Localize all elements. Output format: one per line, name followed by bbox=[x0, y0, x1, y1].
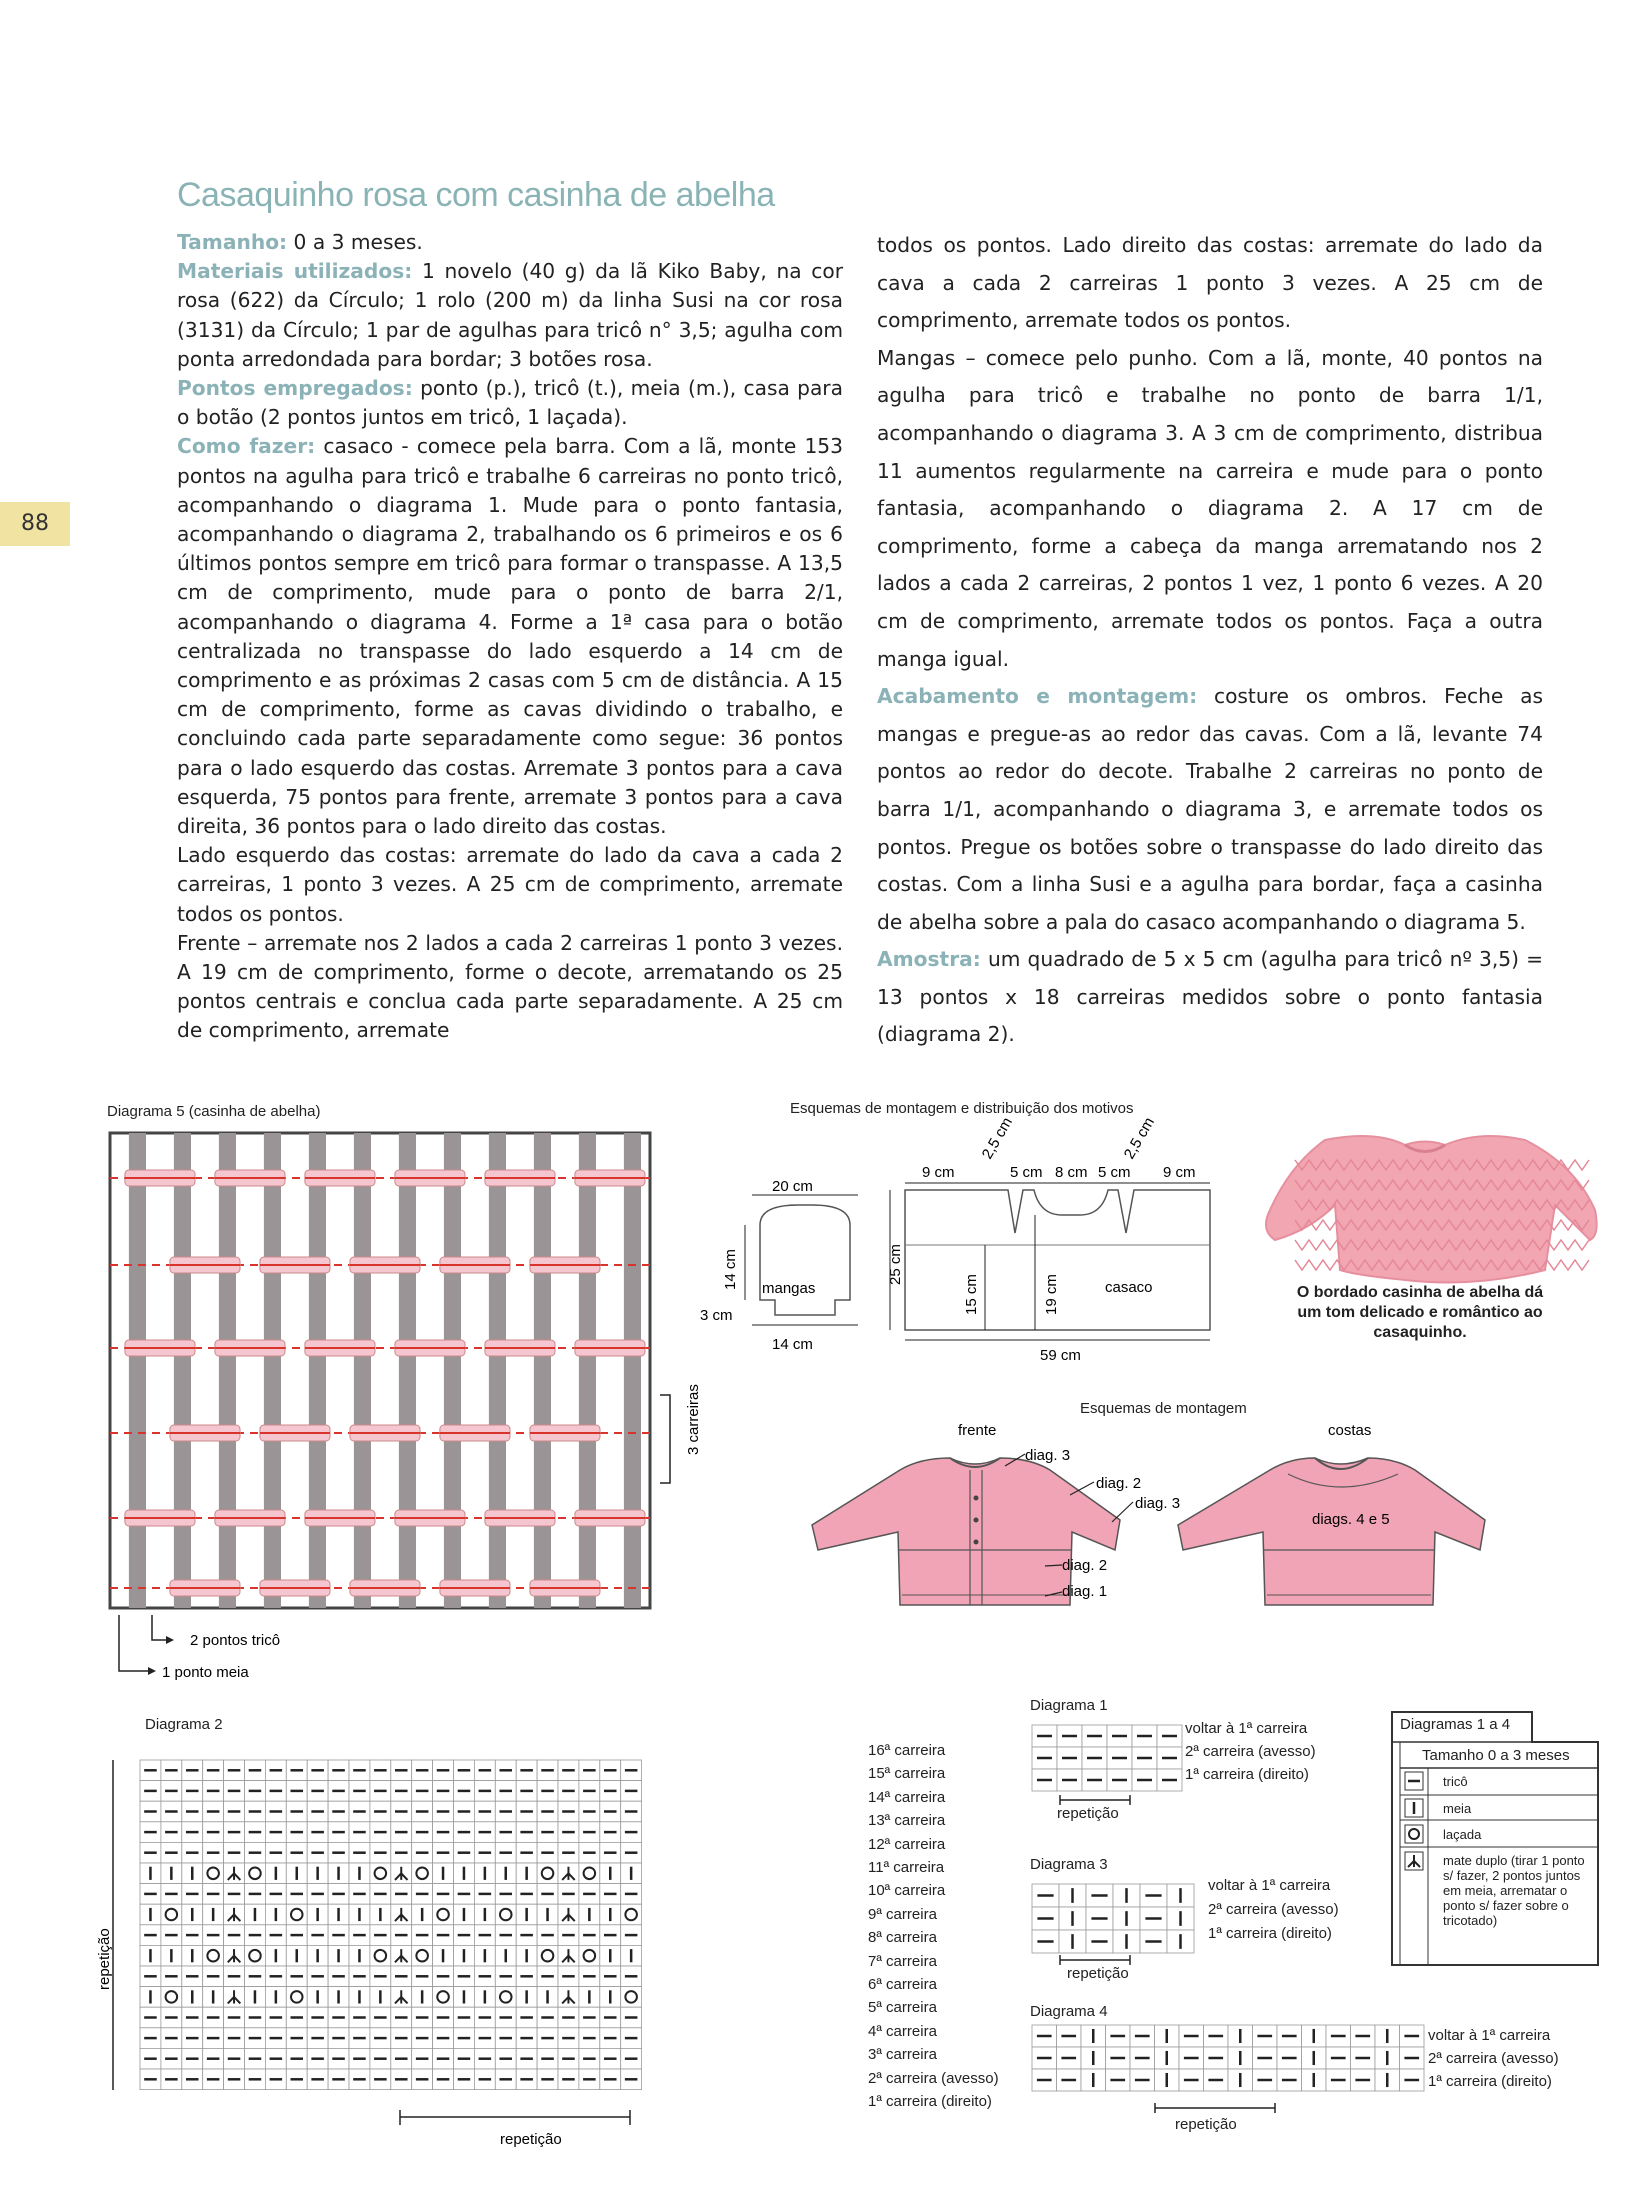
assembly-costas-label: costas bbox=[1328, 1422, 1372, 1439]
amostra-paragraph bbox=[877, 941, 1543, 1054]
como-fazer-text: casaco - comece pela barra. Com a lã, monte 153 pontos na agulha para tricô e trabalhe 6 carreiras no ponto tricô, acompanhando o diagrama 1. Mude para o ponto fantasia, acompanhando o diagrama 2, trabalhando os 6 primeiros e os 6 últimos pontos sempre em tricô para formar o transpasse. A 13,5 cm de comprimento, mude para o ponto de barra 2/1, acompanhando o diagrama 4. Forme a 1ª casa para o botão centralizada no transpasse do lado esquerdo a 14 cm de comprimento e as próximas 2 casas com 5 cm de distância. A 15 cm de comprimento, forme as cavas dividindo o trabalho, e concluindo cada parte separadamente como segue: 36 pontos para o lado esquerdo das costas. Arremate 3 pontos para a cava esquerda, 75 pontos para frente, arremate 3 pontos para a cava direita, 36 pontos para o lado direito das costas. bbox=[177, 434, 843, 839]
chart-cell bbox=[537, 1863, 558, 1884]
chart-cell bbox=[579, 1863, 600, 1884]
legend-lacada: laçada bbox=[1443, 1827, 1482, 1842]
diagram3-row-1: voltar à 1ª carreira bbox=[1208, 1877, 1331, 1894]
purl-column bbox=[489, 1133, 506, 1608]
three-rows-label: 3 carreiras bbox=[685, 1384, 702, 1455]
diagram4-chart bbox=[1030, 2020, 1430, 2130]
assembly-frente-label: frente bbox=[958, 1422, 997, 1439]
diagram1-title: Diagrama 1 bbox=[1030, 1697, 1108, 1714]
purl-column bbox=[354, 1133, 371, 1608]
sleeve-name: mangas bbox=[762, 1280, 816, 1297]
diagram2-row-label: 5ª carreira bbox=[868, 1999, 937, 2017]
one-knit-label: 1 ponto meia bbox=[162, 1664, 249, 1681]
body-name: casaco bbox=[1105, 1279, 1153, 1296]
diagram2-chart bbox=[95, 1735, 875, 2155]
chart-cell bbox=[203, 1945, 224, 1966]
como-fazer-paragraph bbox=[177, 432, 843, 841]
purl-column bbox=[309, 1133, 326, 1608]
body-d5: 5 cm bbox=[1098, 1164, 1131, 1181]
chart-cell bbox=[495, 1904, 516, 1925]
chart-cell bbox=[161, 1987, 182, 2008]
diagram2-row-label: 16ª carreira bbox=[868, 1742, 946, 1759]
pointer-one-knit-arrow bbox=[148, 1667, 156, 1675]
body-d1: 9 cm bbox=[922, 1164, 955, 1181]
materiais-label: Materiais utilizados: bbox=[177, 259, 413, 284]
instructions-left-column bbox=[177, 228, 843, 1046]
chart-cell bbox=[370, 1863, 391, 1884]
diagram2-row-label: 15ª carreira bbox=[868, 1765, 946, 1783]
assembly-drawings bbox=[800, 1410, 1560, 1625]
chart-cell bbox=[245, 1945, 266, 1966]
diagram2-row-label: 13ª carreira bbox=[868, 1812, 946, 1830]
diagram3-title: Diagrama 3 bbox=[1030, 1856, 1108, 1873]
diagram4-row-2: 2ª carreira (avesso) bbox=[1428, 2050, 1559, 2067]
instructions-right-column bbox=[877, 227, 1543, 1054]
purl-column bbox=[444, 1133, 461, 1608]
body-height-label: 25 cm bbox=[887, 1244, 904, 1285]
diagram2-row-label: 1ª carreira (direito) bbox=[868, 2093, 992, 2110]
lado-esquerdo-paragraph: Lado esquerdo das costas: arremate do lado da cava a cada 2 carreiras, 1 ponto 3 vezes. A 25 cm de comprimento, arremate todos os pontos. bbox=[177, 843, 843, 926]
diagram4-bottom-label: repetição bbox=[1175, 2116, 1237, 2133]
sleeve-top-label: 20 cm bbox=[772, 1178, 813, 1195]
pointer-one-knit bbox=[119, 1615, 152, 1671]
sleeve-cuff-label: 3 cm bbox=[700, 1307, 733, 1324]
legend-size: Tamanho 0 a 3 meses bbox=[1422, 1747, 1570, 1764]
diagram4-row-1: voltar à 1ª carreira bbox=[1428, 2027, 1551, 2044]
schema-measurements bbox=[690, 1115, 1250, 1375]
diagram3-row-2: 2ª carreira (avesso) bbox=[1208, 1901, 1339, 1918]
assembly-d2a: diag. 2 bbox=[1096, 1475, 1142, 1492]
purl-column bbox=[624, 1133, 641, 1608]
chart-cell bbox=[203, 1863, 224, 1884]
diagram4-row-3: 1ª carreira (direito) bbox=[1428, 2073, 1552, 2090]
acabamento-paragraph bbox=[877, 678, 1543, 941]
sleeve-height-label: 14 cm bbox=[722, 1249, 739, 1290]
body-d3: 5 cm bbox=[1010, 1164, 1043, 1181]
legend-title: Diagramas 1 a 4 bbox=[1400, 1716, 1511, 1733]
chart-cell bbox=[621, 1904, 642, 1925]
purl-column bbox=[219, 1133, 236, 1608]
sleeve-shape bbox=[760, 1205, 850, 1315]
chart-cell bbox=[537, 1945, 558, 1966]
diagram2-row-label: 2ª carreira (avesso) bbox=[868, 2069, 999, 2087]
two-purl-label: 2 pontos tricô bbox=[190, 1632, 281, 1649]
purl-column bbox=[534, 1133, 551, 1608]
legend-mate: mate duplo (tirar 1 ponto s/ fazer, 2 pontos juntos em meia, arrematar o ponto s/ fazer sobre o tricotado) bbox=[1443, 1853, 1585, 1928]
body-d6: 2,5 cm bbox=[1120, 1115, 1158, 1162]
cardigan-photo bbox=[1255, 1110, 1615, 1290]
pontos-text: ponto (p.), tricô (t.), meia (m.), casa para o botão (2 pontos juntos em tricô, 1 laçada). bbox=[177, 376, 843, 430]
purl-column bbox=[174, 1133, 191, 1608]
chart-cell bbox=[579, 1945, 600, 1966]
chart-cell bbox=[433, 1904, 454, 1925]
diagram2-row-label: 11ª carreira bbox=[868, 1859, 945, 1876]
legend-trico: tricô bbox=[1443, 1774, 1468, 1789]
diagram2-title: Diagrama 2 bbox=[145, 1716, 223, 1733]
chart-cell bbox=[412, 1945, 433, 1966]
body-d2: 2,5 cm bbox=[978, 1115, 1016, 1162]
purl-column bbox=[399, 1133, 416, 1608]
diagram2-row-label: 9ª carreira bbox=[868, 1905, 937, 1923]
acabamento-text: costure os ombros. Feche as mangas e pregue-as ao redor das cavas. Com a lã, levante 74 pontos ao redor do decote. Trabalhe 2 carreiras no ponto de barra 1/1, acompanhando o diagrama 3, e arremate todos os pontos. Pregue os botões sobre o transpasse do lado direito das costas. Com a linha Susi e a agulha para bordar, faça a casinha de abelha sobre a pala do casaco acompanhando o diagrama 5. bbox=[877, 684, 1544, 934]
pointer-two-purl-arrow bbox=[166, 1636, 174, 1644]
assembly-d45: diags. 4 e 5 bbox=[1312, 1511, 1390, 1528]
body-d7: 9 cm bbox=[1163, 1164, 1196, 1181]
diagram1-bottom-label: repetição bbox=[1057, 1805, 1119, 1822]
diagram2-row-label: 6ª carreira bbox=[868, 1976, 937, 1993]
chart-cell bbox=[433, 1987, 454, 2008]
purl-column bbox=[129, 1133, 146, 1608]
tamanho-label: Tamanho: bbox=[177, 230, 288, 254]
assembly-d1: diag. 1 bbox=[1062, 1583, 1108, 1600]
diagram5-smocking-grid bbox=[100, 1125, 720, 1685]
frente-paragraph: Frente – arremate nos 2 lados a cada 2 carreiras 1 ponto 3 vezes. A 19 cm de comprimento, forme o decote, arrematando os 25 pontos centrais e conclua cada parte separadamente. A 25 cm de comprimento, arremate bbox=[177, 930, 843, 1043]
materiais-text: 1 novelo (40 g) da lã Kiko Baby, na cor rosa (622) da Círculo; 1 rolo (200 m) da linha Susi na cor rosa (3131) da Círculo; 1 par de agulhas para tricô n° 3,5; agulha com ponta arredondada para bordar; 3 botões rosa. bbox=[177, 259, 844, 371]
amostra-label: Amostra: bbox=[877, 947, 981, 972]
body-d4: 8 cm bbox=[1055, 1164, 1088, 1181]
chart-cell bbox=[495, 1987, 516, 2008]
diagram2-row-label: 7ª carreira bbox=[868, 1952, 937, 1970]
chart-cell bbox=[286, 1904, 307, 1925]
sleeve-bottom-label: 14 cm bbox=[772, 1336, 813, 1353]
diagram2-row-label: 14ª carreira bbox=[868, 1788, 946, 1806]
diagram2-row-label: 8ª carreira bbox=[868, 1929, 937, 1947]
legend-meia: meia bbox=[1443, 1801, 1472, 1816]
chart-cell bbox=[370, 1945, 391, 1966]
pontos-label: Pontos empregados: bbox=[177, 376, 413, 401]
continuation-paragraph: todos os pontos. Lado direito das costas: arremate do lado da cava a cada 2 carreiras 1 ponto 3 vezes. A 25 cm de comprimento, arremate todos os pontos. bbox=[877, 233, 1543, 333]
body-width: 59 cm bbox=[1040, 1347, 1081, 1364]
diagram1-row-2: 2ª carreira (avesso) bbox=[1185, 1743, 1316, 1760]
chart-cell bbox=[621, 1987, 642, 2008]
diagram3-row-3: 1ª carreira (direito) bbox=[1208, 1925, 1332, 1942]
diagram1-row-1: voltar à 1ª carreira bbox=[1185, 1720, 1308, 1737]
chart-cell bbox=[286, 1987, 307, 2008]
tamanho-text: 0 a 3 meses. bbox=[287, 230, 423, 254]
diagram2-bottom-label: repetição bbox=[500, 2131, 562, 2148]
diagram2-row-label: 12ª carreira bbox=[868, 1835, 946, 1853]
chart-cell bbox=[245, 1863, 266, 1884]
amostra-text: um quadrado de 5 x 5 cm (agulha para tricô nº 3,5) = 13 pontos x 18 carreiras medidos sobre o ponto fantasia (diagrama 2). bbox=[877, 947, 1543, 1047]
diagram2-row-label: 3ª carreira bbox=[868, 2046, 937, 2064]
pointer-two-purl bbox=[152, 1615, 170, 1640]
diagram1-row-3: 1ª carreira (direito) bbox=[1185, 1766, 1309, 1783]
acabamento-label: Acabamento e montagem: bbox=[877, 684, 1198, 709]
chart-cell bbox=[412, 1863, 433, 1884]
assembly-title: Esquemas de montagem bbox=[1080, 1400, 1247, 1417]
schema-title: Esquemas de montagem e distribuição dos motivos bbox=[790, 1100, 1134, 1117]
body-h19: 19 cm bbox=[1043, 1274, 1060, 1315]
diagram5-title: Diagrama 5 (casinha de abelha) bbox=[107, 1103, 321, 1120]
diagram4-title: Diagrama 4 bbox=[1030, 2003, 1108, 2020]
purl-column bbox=[264, 1133, 281, 1608]
diagram2-row-label: 4ª carreira bbox=[868, 2022, 937, 2040]
body-h15: 15 cm bbox=[963, 1274, 980, 1315]
page-title: Casaquinho rosa com casinha de abelha bbox=[177, 176, 775, 214]
chart-cell bbox=[161, 1904, 182, 1925]
como-fazer-label: Como fazer: bbox=[177, 434, 316, 459]
photo-caption: O bordado casinha de abelha dá um tom delicado e romântico ao casaquinho. bbox=[1296, 1284, 1544, 1341]
purl-column bbox=[579, 1133, 596, 1608]
diagram2-side-label: repetição bbox=[96, 1928, 113, 1990]
assembly-d2b: diag. 2 bbox=[1062, 1557, 1108, 1574]
pontos-paragraph bbox=[177, 374, 843, 432]
mangas-paragraph: Mangas – comece pelo punho. Com a lã, monte, 40 pontos na agulha para tricô e trabalhe no ponto de barra 1/1, acompanhando o diagrama 3. A 3 cm de comprimento, distribua 11 aumentos regularmente na carreira e mude para o ponto fantasia, acompanhando o diagrama 2. A 17 cm de comprimento, forme a cabeça da manga arrematando nos 2 lados a cada 2 carreiras, 2 pontos 1 vez, 1 ponto 6 vezes. A 20 cm de comprimento, arremate todos os pontos. Faça a outra manga igual. bbox=[877, 345, 1543, 671]
materiais-paragraph bbox=[177, 257, 843, 374]
three-rows-bracket bbox=[660, 1395, 670, 1483]
diagram2-row-label: 10ª carreira bbox=[868, 1882, 946, 1900]
assembly-d3a: diag. 3 bbox=[1025, 1447, 1071, 1464]
tamanho-paragraph bbox=[177, 228, 843, 257]
diagram3-chart bbox=[1030, 1872, 1210, 1972]
assembly-d3b: diag. 3 bbox=[1135, 1495, 1181, 1512]
page-number: 88 bbox=[0, 502, 70, 546]
diagram3-bottom-label: repetição bbox=[1067, 1965, 1129, 1982]
diagram1-chart bbox=[1030, 1715, 1200, 1815]
